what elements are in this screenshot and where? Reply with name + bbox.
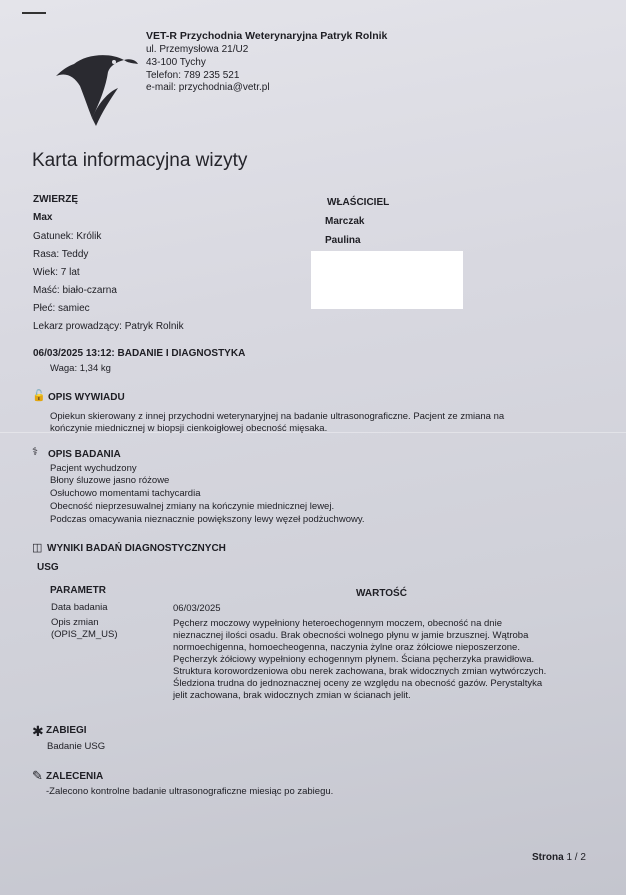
desc-line: nieznacznej ilości osadu. Brak obecności wolnego płynu w jamie brzusznej. Wątroba	[173, 630, 529, 641]
recommendations-heading: ZALECENIA	[46, 771, 104, 782]
results-sub: USG	[37, 562, 59, 573]
desc-label: (OPIS_ZM_US)	[51, 629, 118, 640]
desc-line: Pęcherzyk żółciowy wypełniony echogennym płynem. Ściana pęcherzyka prawidłowa.	[173, 654, 535, 665]
stethoscope-icon: ⚕	[32, 446, 38, 458]
redaction-box	[311, 251, 463, 309]
clinic-phone: Telefon: 789 235 521	[146, 70, 240, 81]
desc-line: jelit zachowana, brak widocznych zmian w ścianach jelit.	[173, 690, 411, 701]
recommendations-value: -Zalecono kontrolne badanie ultrasonograficzne miesiąc po zabiegu.	[46, 786, 334, 797]
top-mark	[22, 12, 46, 14]
col-param: PARAMETR	[50, 585, 106, 596]
visit-header: 06/03/2025 13:12: BADANIE I DIAGNOSTYKA	[33, 348, 246, 359]
desc-line: Struktura korowordzeniowa obu nerek zachowana, brak widocznych zmian wytwórczych.	[173, 666, 547, 677]
animal-species: Gatunek: Królik	[33, 231, 102, 242]
exam-line: Pacjent wychudzony	[50, 463, 137, 474]
exam-line: Osłuchowo momentami tachycardia	[50, 488, 201, 499]
animal-age: Wiek: 7 lat	[33, 267, 80, 278]
date-label: Data badania	[51, 602, 108, 613]
owner-heading: WŁAŚCICIEL	[327, 197, 390, 208]
page-current: 1	[566, 852, 573, 863]
test-tubes-icon: ◫	[32, 542, 43, 554]
page-label: Strona	[532, 852, 564, 863]
animal-breed: Rasa: Teddy	[33, 249, 89, 260]
date-value: 06/03/2025	[173, 603, 221, 614]
clinic-email: e-mail: przychodnia@vetr.pl	[146, 82, 270, 93]
exam-line: Podczas omacywania nieznacznie powiększony lewy węzeł podżuchwowy.	[50, 514, 365, 525]
doctor: Lekarz prowadzący: Patryk Rolnik	[33, 321, 184, 332]
pencil-icon: ✎	[32, 768, 43, 783]
page-total: / 2	[574, 852, 586, 863]
col-value: WARTOŚĆ	[356, 588, 407, 599]
desc-line: normoechigenna, homoecheogenna, naczynia żylne oraz żółciowe nieposzerzone.	[173, 642, 520, 653]
exam-line: Błony śluzowe jasno różowe	[50, 475, 170, 486]
desc-line: Śledziona trudna do jednoznacznej oceny ze względu na obecność gazów. Perystaltyka	[173, 678, 543, 689]
clinic-street: ul. Przemysłowa 21/U2	[146, 44, 249, 55]
procedures-heading: ZABIEGI	[46, 725, 87, 736]
asterisk-icon: ✱	[32, 723, 44, 739]
exam-line: Obecność nieprzesuwalnej zmiany na kończynie miednicznej lewej.	[50, 501, 335, 512]
animal-heading: ZWIERZĘ	[33, 194, 78, 205]
results-heading: WYNIKI BADAŃ DIAGNOSTYCZNYCH	[47, 543, 226, 554]
clinic-name: VET-R Przychodnia Weterynaryjna Patryk Rolnik	[146, 30, 388, 42]
desc-line: Pęcherz moczowy wypełniony heteroechogennym moczem, obecność na dnie	[173, 618, 502, 629]
owner-surname: Marczak	[325, 216, 365, 227]
interview-line: kończynie miednicznej w biopsji cienkoigłowej obecność mięsaka.	[50, 423, 328, 434]
procedures-value: Badanie USG	[47, 741, 106, 752]
exam-heading: OPIS BADANIA	[48, 449, 121, 460]
weight: Waga: 1,34 kg	[50, 363, 111, 374]
page-title: Karta informacyjna wizyty	[32, 150, 248, 171]
animal-name: Max	[33, 212, 53, 223]
lock-icon: 🔓	[32, 390, 46, 402]
desc-label: Opis zmian	[51, 617, 99, 628]
bird-logo-icon	[52, 46, 138, 130]
clinic-city: 43-100 Tychy	[146, 57, 206, 68]
animal-sex: Płeć: samiec	[33, 303, 90, 314]
owner-first-name: Paulina	[325, 235, 361, 246]
interview-heading: OPIS WYWIADU	[48, 392, 125, 403]
page-indicator	[532, 852, 586, 863]
animal-color: Maść: biało-czarna	[33, 285, 117, 296]
interview-line: Opiekun skierowany z innej przychodni weterynaryjnej na badanie ultrasonograficzne. Pacjent ze zmiana na	[50, 411, 505, 422]
